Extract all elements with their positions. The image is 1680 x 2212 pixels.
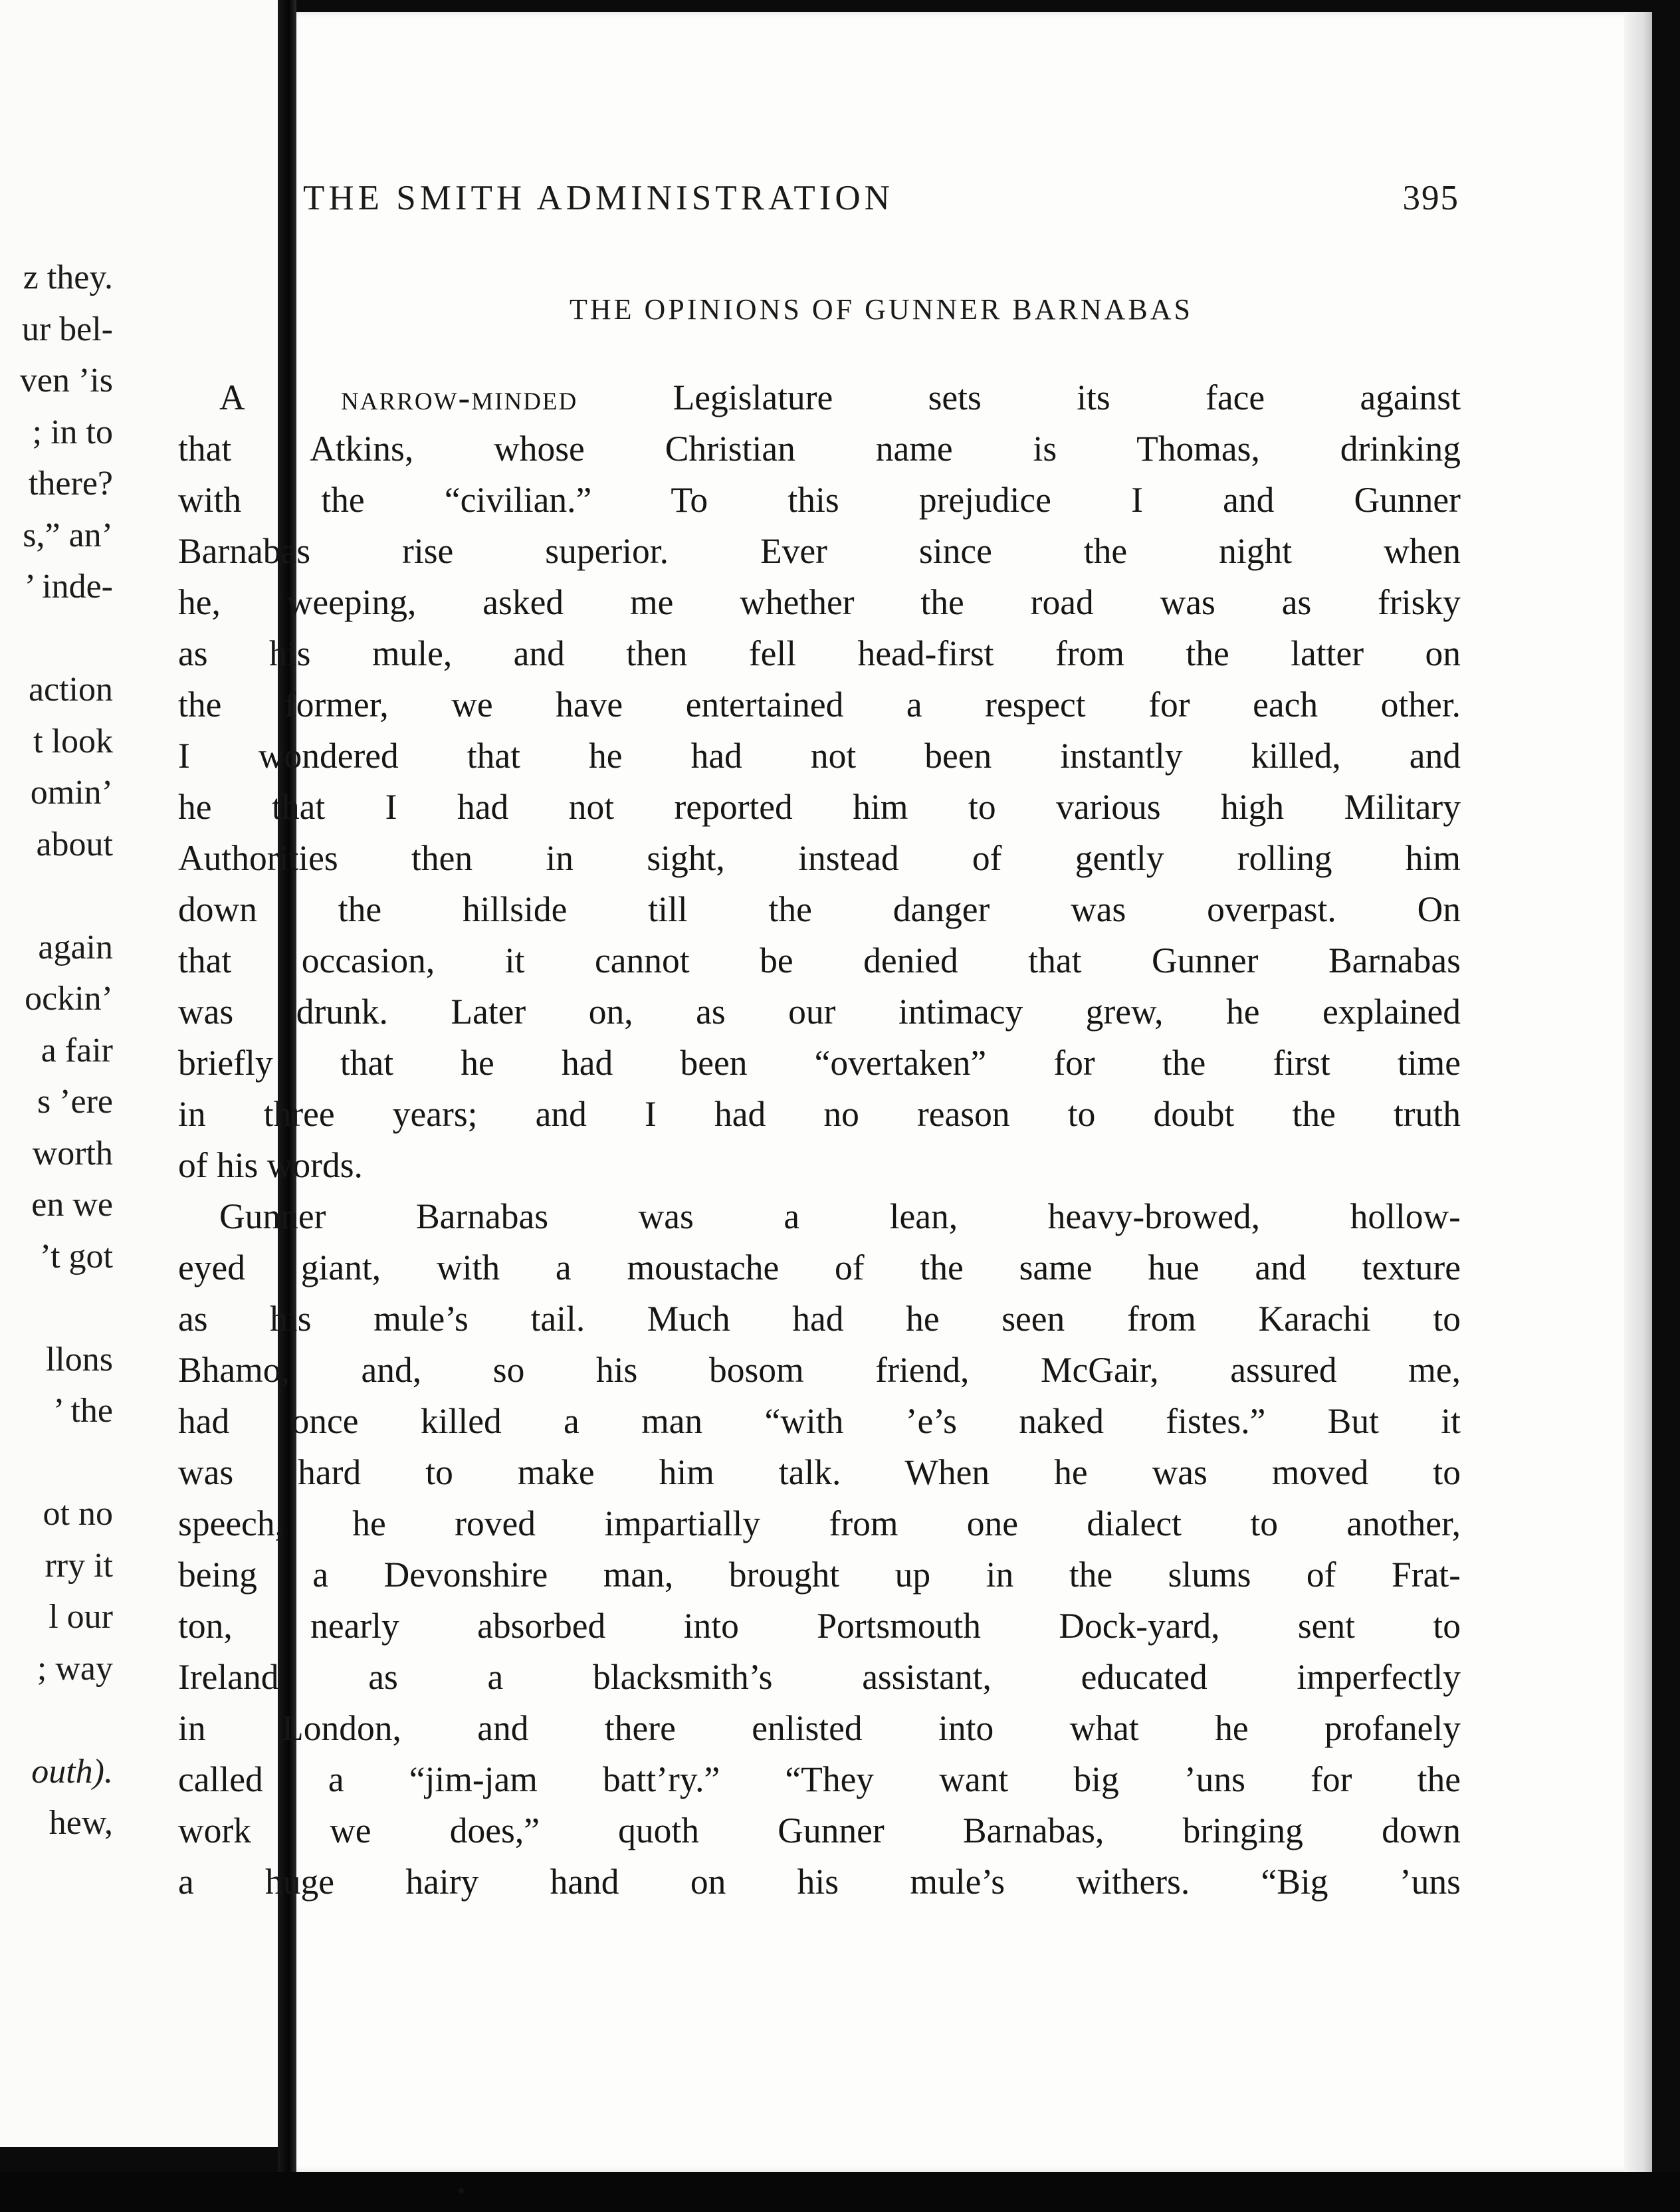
text-line: eyed giant, with a moustache of the same hue and texture: [178, 1248, 1461, 1287]
text-line: A narrow-minded Legislature sets its face against: [219, 378, 1461, 417]
facing-page-line: ; way: [37, 1649, 113, 1688]
facing-page-line: there?: [28, 465, 113, 502]
facing-page-line: omin’: [30, 774, 113, 812]
text-line: Ireland as a blacksmith’s assistant, educated imperfectly: [178, 1657, 1461, 1697]
facing-page-line: ’ the: [53, 1392, 113, 1430]
facing-page-line: s ’ere: [37, 1083, 113, 1121]
chapter-title: THE OPINIONS OF GUNNER BARNABAS: [569, 293, 1194, 326]
facing-page-line: ’ inde-: [24, 568, 113, 606]
text-line: ton, nearly absorbed into Portsmouth Dock-yard, sent to: [178, 1606, 1461, 1646]
text-line: with the “civilian.” To this prejudice I and Gunner: [178, 480, 1461, 520]
page-number: 395: [1402, 179, 1459, 217]
text-line: briefly that he had been “overtaken” for the first time: [178, 1043, 1461, 1083]
text-line: he that I had not reported him to various high Military: [178, 787, 1461, 827]
facing-page-line: about: [36, 825, 113, 863]
text-line: the former, we have entertained a respect for each other.: [178, 685, 1461, 724]
text-line: Barnabas rise superior. Ever since the night when: [178, 531, 1461, 571]
facing-page-line: ’t got: [39, 1237, 113, 1275]
page-edge: [1624, 12, 1652, 2172]
text-line: speech, he roved impartially from one dialect to another,: [178, 1503, 1461, 1543]
text-line: that occasion, it cannot be denied that Gunner Barnabas: [178, 940, 1461, 980]
text-line: Authorities then in sight, instead of gently rolling him: [178, 838, 1461, 878]
scan-speck: [459, 2188, 464, 2193]
text-line: down the hillside till the danger was overpast. On: [178, 889, 1461, 929]
facing-page-line: ; in to: [32, 413, 113, 451]
text-line: as his mule, and then fell head-first from the latter on: [178, 633, 1461, 673]
running-head: [303, 178, 1459, 225]
text-line: in London, and there enlisted into what he profanely: [178, 1708, 1461, 1748]
text-line: was hard to make him talk. When he was moved to: [178, 1452, 1461, 1492]
text-line: I wondered that he had not been instantly killed, and: [178, 736, 1461, 776]
facing-page-line: ockin’: [25, 980, 113, 1018]
facing-page-line: en we: [31, 1186, 113, 1224]
text-line: Gunner Barnabas was a lean, heavy-browed, hollow-: [219, 1196, 1461, 1236]
running-head-title: THE SMITH ADMINISTRATION: [303, 179, 894, 217]
text-line: work we does,” quoth Gunner Barnabas, bringing down: [178, 1811, 1461, 1850]
facing-page-line: action: [28, 671, 113, 709]
facing-page-line: hew,: [49, 1804, 113, 1842]
text-line: in three years; and I had no reason to doubt the truth: [178, 1094, 1461, 1134]
facing-page-line: s,” an’: [23, 516, 113, 554]
facing-page-line: z they.: [23, 259, 113, 296]
text-line: that Atkins, whose Christian name is Thomas, drinking: [178, 429, 1461, 469]
scan-bottom-border: [0, 2172, 1680, 2212]
facing-page-line: again: [38, 928, 113, 966]
facing-page-line: ot no: [43, 1495, 113, 1533]
text-line: being a Devonshire man, brought up in the slums of Frat-: [178, 1555, 1461, 1595]
facing-page-line: rry it: [45, 1546, 113, 1585]
text-line: called a “jim-jam batt’ry.” “They want big ’uns for the: [178, 1759, 1461, 1799]
facing-page-line: ven ’is: [19, 362, 113, 399]
text-line: Bhamo, and, so his bosom friend, McGair, assured me,: [178, 1350, 1461, 1390]
text-line: was drunk. Later on, as our intimacy grew, he explained: [178, 992, 1461, 1032]
body-text: [178, 372, 1461, 1908]
text-line: had once killed a man “with ’e’s naked fistes.” But it: [178, 1401, 1461, 1441]
text-line: a huge hairy hand on his mule’s withers. “Big ’uns: [178, 1862, 1461, 1902]
facing-page-line: t look: [33, 722, 113, 760]
facing-page-line: a fair: [41, 1031, 113, 1069]
facing-page-line: l our: [49, 1598, 113, 1636]
facing-page-line: worth: [32, 1134, 113, 1172]
facing-page-line: ur bel-: [21, 310, 113, 348]
facing-page-line: llons: [45, 1340, 113, 1379]
lead-smallcaps: A narrow-minded: [219, 378, 578, 417]
text-line: as his mule’s tail. Much had he seen from Karachi to: [178, 1299, 1461, 1339]
text-line: he, weeping, asked me whether the road was as frisky: [178, 582, 1461, 622]
facing-page-line: outh).: [31, 1752, 113, 1791]
text-line: of his words.: [178, 1145, 363, 1185]
